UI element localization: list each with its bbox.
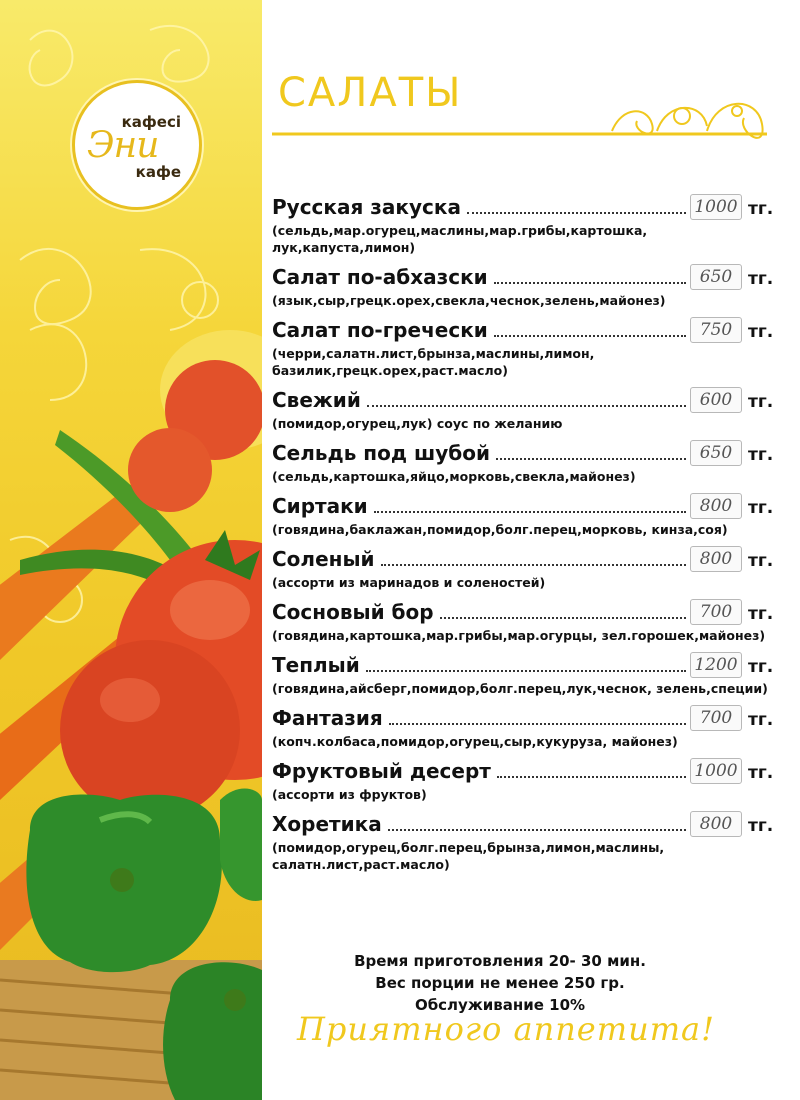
menu-item xyxy=(272,436,772,485)
item-price: 800 xyxy=(690,546,742,572)
menu-item xyxy=(272,754,772,803)
cafe-logo xyxy=(72,80,202,210)
menu-item xyxy=(272,542,772,591)
currency-label: тг. xyxy=(748,392,774,412)
item-price: 800 xyxy=(690,811,742,837)
item-price: 1000 xyxy=(690,194,742,220)
item-description: (помидор,огурец,лук) соус по желанию xyxy=(272,416,563,431)
currency-label: тг. xyxy=(748,445,774,465)
menu-item xyxy=(272,190,772,256)
item-price: 650 xyxy=(690,440,742,466)
menu-item xyxy=(272,595,772,644)
logo-text-main: Эни xyxy=(87,125,159,166)
item-description: (говядина,баклажан,помидор,болг.перец,морковь, кинза,соя) xyxy=(272,522,728,537)
currency-label: тг. xyxy=(748,763,774,783)
dot-leader xyxy=(389,723,686,725)
dot-leader xyxy=(496,458,686,460)
item-name: Сиртаки xyxy=(272,494,368,518)
item-name: Хоретика xyxy=(272,812,382,836)
item-name: Русская закуска xyxy=(272,195,461,219)
currency-label: тг. xyxy=(748,710,774,730)
dot-leader xyxy=(381,564,686,566)
item-description: (ассорти из маринадов и соленостей) xyxy=(272,575,546,590)
tomato-small-2 xyxy=(128,428,212,512)
dot-leader xyxy=(494,282,686,284)
item-price: 700 xyxy=(690,599,742,625)
item-price: 1000 xyxy=(690,758,742,784)
menu-item xyxy=(272,648,772,697)
currency-label: тг. xyxy=(748,498,774,518)
header-ornament xyxy=(262,86,772,146)
item-name: Сельдь под шубой xyxy=(272,441,490,465)
item-description: (говядина,айсберг,помидор,болг.перец,лук,чеснок, зелень,специи) xyxy=(272,681,768,696)
item-price: 1200 xyxy=(690,652,742,678)
item-price: 600 xyxy=(690,387,742,413)
currency-label: тг. xyxy=(748,269,774,289)
salad-menu xyxy=(272,190,772,877)
item-description: (ассорти из фруктов) xyxy=(272,787,427,802)
item-name: Фруктовый десерт xyxy=(272,759,491,783)
item-description: (говядина,картошка,мар.грибы,мар.огурцы, зел.горошек,майонез) xyxy=(272,628,766,643)
currency-label: тг. xyxy=(748,657,774,677)
menu-footer xyxy=(290,950,710,1016)
dot-leader xyxy=(388,829,686,831)
currency-label: тг. xyxy=(748,551,774,571)
menu-item xyxy=(272,807,772,873)
dot-leader xyxy=(497,776,686,778)
item-name: Соленый xyxy=(272,547,375,571)
currency-label: тг. xyxy=(748,199,774,219)
bell-pepper-3 xyxy=(220,788,262,900)
item-name: Фантазия xyxy=(272,706,383,730)
dot-leader xyxy=(440,617,686,619)
dot-leader xyxy=(467,212,686,214)
item-price: 650 xyxy=(690,264,742,290)
item-description: (черри,салатн.лист,брынза,маслины,лимон, базилик,грецк.орех,раст.масло) xyxy=(272,346,595,378)
logo-text-top: кафесі xyxy=(121,113,181,131)
item-name: Свежий xyxy=(272,388,361,412)
item-description: (сельдь,мар.огурец,маслины,мар.грибы,картошка, лук,капуста,лимон) xyxy=(272,223,648,255)
item-description: (копч.колбаса,помидор,огурец,сыр,кукуруза, майонез) xyxy=(272,734,678,749)
dot-leader xyxy=(366,670,686,672)
currency-label: тг. xyxy=(748,322,774,342)
tomato-medium xyxy=(60,640,240,820)
dot-leader xyxy=(367,405,686,407)
bell-pepper-2 xyxy=(163,962,262,1100)
item-name: Теплый xyxy=(272,653,360,677)
bon-appetit-text: Приятного аппетита! xyxy=(297,1010,715,1048)
item-description: (помидор,огурец,болг.перец,брынза,лимон,маслины, салатн.лист,раст.масло) xyxy=(272,840,665,872)
item-name: Сосновый бор xyxy=(272,600,434,624)
dot-leader xyxy=(494,335,686,337)
currency-label: тг. xyxy=(748,816,774,836)
logo-text-bottom: кафе xyxy=(135,163,181,181)
service-charge-note: Обслуживание 10% xyxy=(414,996,586,1014)
menu-item xyxy=(272,383,772,432)
portion-weight-note: Вес порции не менее 250 гр. xyxy=(375,974,625,992)
dot-leader xyxy=(374,511,686,513)
item-name: Салат по-абхазски xyxy=(272,265,488,289)
item-description: (язык,сыр,грецк.орех,свекла,чеснок,зелень,майонез) xyxy=(272,293,666,308)
menu-item xyxy=(272,260,772,309)
prep-time-note: Время приготовления 20- 30 мин. xyxy=(354,952,646,970)
page-title: САЛАТЫ xyxy=(278,70,463,116)
item-price: 750 xyxy=(690,317,742,343)
item-price: 800 xyxy=(690,493,742,519)
menu-item xyxy=(272,701,772,750)
item-name: Салат по-гречески xyxy=(272,318,488,342)
vegetable-panel xyxy=(0,0,262,1100)
menu-item xyxy=(272,313,772,379)
menu-item xyxy=(272,489,772,538)
item-price: 700 xyxy=(690,705,742,731)
currency-label: тг. xyxy=(748,604,774,624)
item-description: (сельдь,картошка,яйцо,морковь,свекла,майонез) xyxy=(272,469,636,484)
